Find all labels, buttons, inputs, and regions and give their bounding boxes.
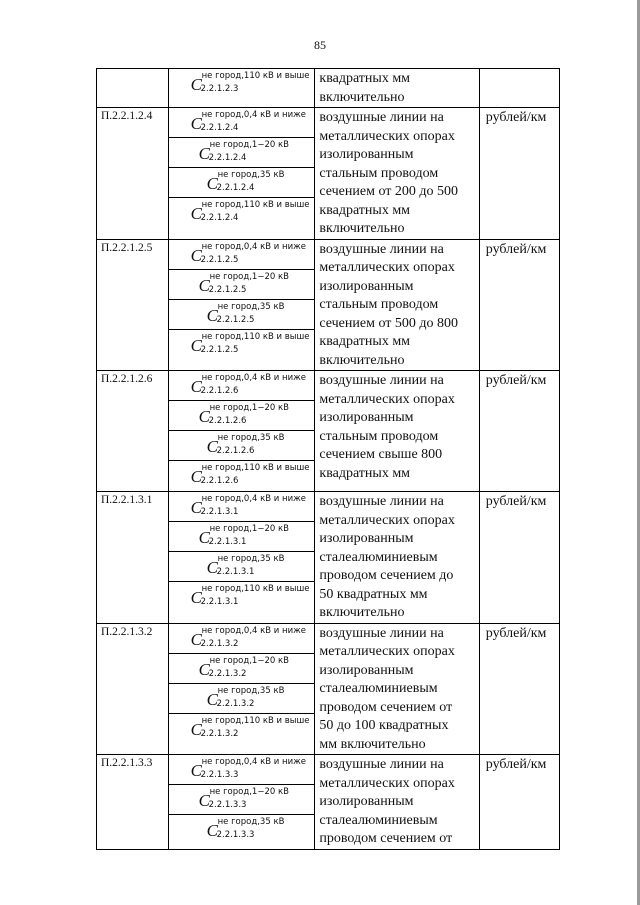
formula-letter: C (190, 377, 202, 396)
description-line: стальным проводом (319, 428, 439, 444)
row-description (315, 755, 479, 850)
description-line: изолированным (319, 794, 414, 809)
description-line: воздушные линии на (319, 373, 444, 388)
formula-superscript: не город,0,4 кВ и ниже (201, 373, 307, 383)
formula-letter: C (190, 629, 202, 649)
formula-letter: C (190, 719, 202, 739)
formula-subscript: 2.2.1.3.1 (200, 597, 239, 607)
description-line: изолированным (319, 147, 414, 162)
formula-subscript: 2.2.1.3.3 (216, 830, 255, 840)
formula-letter: C (198, 144, 210, 163)
formula-superscript: не город,110 кВ и выше (201, 331, 310, 342)
description-line: изолированным (319, 531, 414, 546)
formula-symbol (169, 371, 315, 401)
formula-letter: C (190, 75, 202, 94)
description-line: квадратных мм (319, 202, 411, 218)
formula-letter: C (206, 558, 218, 577)
formula-superscript: не город,35 кВ (217, 554, 285, 564)
formula-superscript: не город,35 кВ (217, 817, 285, 827)
formula-subscript: 2.2.1.2.5 (216, 314, 255, 325)
formula-symbol (169, 270, 315, 300)
formula-subscript: 2.2.1.2.4 (200, 213, 239, 223)
formula-symbol (169, 108, 315, 138)
table-row (97, 69, 560, 108)
formula-superscript: не город,1−20 кВ (209, 787, 289, 797)
formula-superscript: не город,35 кВ (217, 685, 285, 696)
formula-symbol (169, 815, 315, 845)
formula-superscript: не город,35 кВ (217, 433, 285, 443)
tariff-table (96, 68, 560, 850)
formula-superscript: не город,110 кВ и выше (201, 200, 310, 210)
description-line: металлических опорах (319, 644, 455, 659)
formula-symbol (169, 684, 315, 714)
formula-superscript: не город,1−20 кВ (209, 655, 289, 666)
description-line: 50 до 100 квадратных (319, 718, 449, 733)
formula-letter: C (190, 498, 202, 517)
formula-subscript: 2.2.1.3.1 (208, 537, 247, 547)
description-line: стальным проводом (319, 165, 439, 181)
formula-symbol (169, 198, 315, 228)
row-symbols (168, 755, 315, 850)
formula-subscript: 2.2.1.3.3 (200, 770, 239, 780)
description-line: воздушные линии на (319, 757, 444, 772)
formula-superscript: не город,0,4 кВ и ниже (201, 494, 307, 504)
formula-symbol (169, 522, 315, 552)
description-line: сталеалюминиевым (319, 812, 438, 828)
formula-subscript: 2.2.1.3.1 (200, 507, 239, 517)
description-line: стальным проводом (319, 297, 439, 312)
description-line: металлических опорах (319, 128, 455, 144)
formula-symbol (169, 624, 315, 654)
description-line: сечением от 500 до 800 (319, 315, 459, 331)
formula-letter: C (190, 588, 202, 607)
description-line: проводом сечением от (319, 831, 453, 846)
description-line: квадратных мм (319, 71, 411, 86)
row-symbols (168, 492, 315, 624)
formula-letter: C (190, 114, 202, 133)
formula-symbol (169, 552, 315, 582)
row-unit (479, 69, 559, 108)
table-row (97, 239, 560, 371)
formula-subscript: 2.2.1.3.3 (208, 800, 247, 810)
formula-symbol (169, 401, 315, 431)
formula-subscript: 2.2.1.3.2 (200, 638, 239, 649)
description-line: сечением свыше 800 (319, 447, 443, 462)
row-symbols (168, 239, 315, 371)
description-line: мм включительно (319, 736, 426, 752)
formula-superscript: не город,35 кВ (217, 170, 285, 180)
formula-superscript: не город,110 кВ и выше (201, 71, 310, 81)
formula-symbol (169, 492, 315, 522)
formula-symbol (169, 785, 315, 815)
formula-superscript: не город,35 кВ (217, 301, 285, 312)
formula-symbol (169, 168, 315, 198)
row-code: П.2.2.1.3.2 (97, 623, 169, 755)
description-line: изолированным (319, 662, 414, 678)
formula-subscript: 2.2.1.3.1 (216, 567, 255, 577)
description-line: металлических опорах (319, 260, 455, 275)
formula-symbol (169, 582, 315, 612)
formula-subscript: 2.2.1.2.4 (208, 153, 247, 163)
row-symbols (168, 623, 315, 755)
formula-letter: C (206, 174, 218, 193)
formula-superscript: не город,1−20 кВ (209, 271, 289, 282)
description-line: квадратных мм (319, 465, 411, 481)
formula-letter: C (198, 528, 210, 547)
description-line: воздушные линии на (319, 110, 444, 125)
formula-letter: C (206, 437, 218, 456)
formula-superscript: не город,1−20 кВ (209, 140, 289, 150)
formula-subscript: 2.2.1.2.6 (200, 476, 239, 486)
description-line: проводом сечением до (319, 568, 454, 583)
formula-subscript: 2.2.1.3.2 (216, 698, 255, 709)
description-line: воздушные линии на (319, 625, 444, 641)
formula-superscript: не город,0,4 кВ и ниже (201, 241, 307, 252)
formula-letter: C (198, 791, 210, 810)
formula-subscript: 2.2.1.2.5 (208, 284, 247, 295)
description-line: включительно (319, 89, 405, 105)
description-line: включительно (319, 352, 405, 368)
row-code: П.2.2.1.2.6 (97, 371, 169, 492)
formula-letter: C (190, 245, 202, 265)
description-line: сталеалюминиевым (319, 549, 438, 565)
row-symbols (168, 69, 315, 108)
description-line: 50 квадратных мм (319, 586, 428, 602)
table-row (97, 371, 560, 492)
row-unit: рублей/км (479, 239, 559, 371)
formula-symbol (169, 138, 315, 168)
description-line: воздушные линии на (319, 241, 444, 257)
row-code: П.2.2.1.2.4 (97, 108, 169, 240)
formula-letter: C (206, 305, 218, 325)
row-description (315, 371, 479, 492)
formula-letter: C (190, 467, 202, 486)
row-code: П.2.2.1.3.3 (97, 755, 169, 850)
formula-superscript: не город,110 кВ и выше (201, 584, 310, 594)
description-line: включительно (319, 605, 405, 620)
row-code (97, 69, 169, 108)
formula-subscript: 2.2.1.2.4 (200, 123, 239, 133)
row-description (315, 108, 479, 240)
formula-letter: C (190, 335, 202, 355)
formula-subscript: 2.2.1.2.6 (216, 446, 255, 456)
formula-superscript: не город,0,4 кВ и ниже (201, 110, 307, 120)
formula-symbol (169, 461, 315, 491)
formula-subscript: 2.2.1.2.5 (200, 254, 239, 265)
row-unit: рублей/км (479, 755, 559, 850)
row-description (315, 623, 479, 755)
row-code: П.2.2.1.3.1 (97, 492, 169, 624)
formula-letter: C (198, 275, 210, 295)
description-line: квадратных мм (319, 334, 411, 349)
description-line: изолированным (319, 278, 414, 294)
row-unit: рублей/км (479, 371, 559, 492)
row-unit: рублей/км (479, 492, 559, 624)
tariff-table-body (97, 69, 560, 850)
description-line: изолированным (319, 410, 414, 425)
formula-subscript: 2.2.1.2.3 (200, 84, 239, 94)
formula-superscript: не город,1−20 кВ (209, 524, 289, 534)
table-row (97, 108, 560, 240)
row-description (315, 69, 479, 108)
formula-subscript: 2.2.1.2.6 (208, 416, 247, 426)
formula-superscript: не город,1−20 кВ (209, 403, 289, 413)
row-symbols (168, 371, 315, 492)
formula-letter: C (198, 659, 210, 679)
formula-letter: C (190, 761, 202, 780)
table-row (97, 755, 560, 850)
page-number: 85 (314, 38, 326, 52)
row-description (315, 239, 479, 371)
formula-symbol (169, 755, 315, 785)
formula-symbol (169, 714, 315, 744)
formula-superscript: не город,0,4 кВ и ниже (201, 757, 307, 767)
formula-subscript: 2.2.1.2.6 (200, 386, 239, 396)
description-line: сечением от 200 до 500 (319, 184, 459, 199)
description-line: включительно (319, 221, 405, 236)
formula-letter: C (206, 689, 218, 709)
formula-symbol (169, 240, 315, 270)
description-line: металлических опорах (319, 512, 455, 528)
description-line: проводом сечением от (319, 699, 453, 715)
formula-subscript: 2.2.1.3.2 (200, 728, 239, 739)
formula-symbol (169, 431, 315, 461)
formula-letter: C (198, 407, 210, 426)
row-code: П.2.2.1.2.5 (97, 239, 169, 371)
table-row (97, 623, 560, 755)
formula-symbol (169, 69, 315, 99)
formula-letter: C (206, 821, 218, 840)
row-symbols (168, 108, 315, 240)
formula-subscript: 2.2.1.2.5 (200, 344, 239, 355)
formula-symbol (169, 330, 315, 360)
table-row (97, 492, 560, 624)
description-line: металлических опорах (319, 775, 455, 791)
row-unit: рублей/км (479, 108, 559, 240)
formula-letter: C (190, 204, 202, 223)
description-line: металлических опорах (319, 391, 455, 407)
formula-subscript: 2.2.1.2.4 (216, 183, 255, 193)
formula-superscript: не город,110 кВ и выше (201, 715, 310, 726)
description-line: сталеалюминиевым (319, 681, 438, 696)
formula-symbol (169, 300, 315, 330)
description-line: воздушные линии на (319, 494, 444, 509)
formula-symbol (169, 654, 315, 684)
row-unit: рублей/км (479, 623, 559, 755)
row-description (315, 492, 479, 624)
formula-superscript: не город,0,4 кВ и ниже (201, 625, 307, 636)
formula-subscript: 2.2.1.3.2 (208, 668, 247, 679)
formula-superscript: не город,110 кВ и выше (201, 463, 310, 473)
